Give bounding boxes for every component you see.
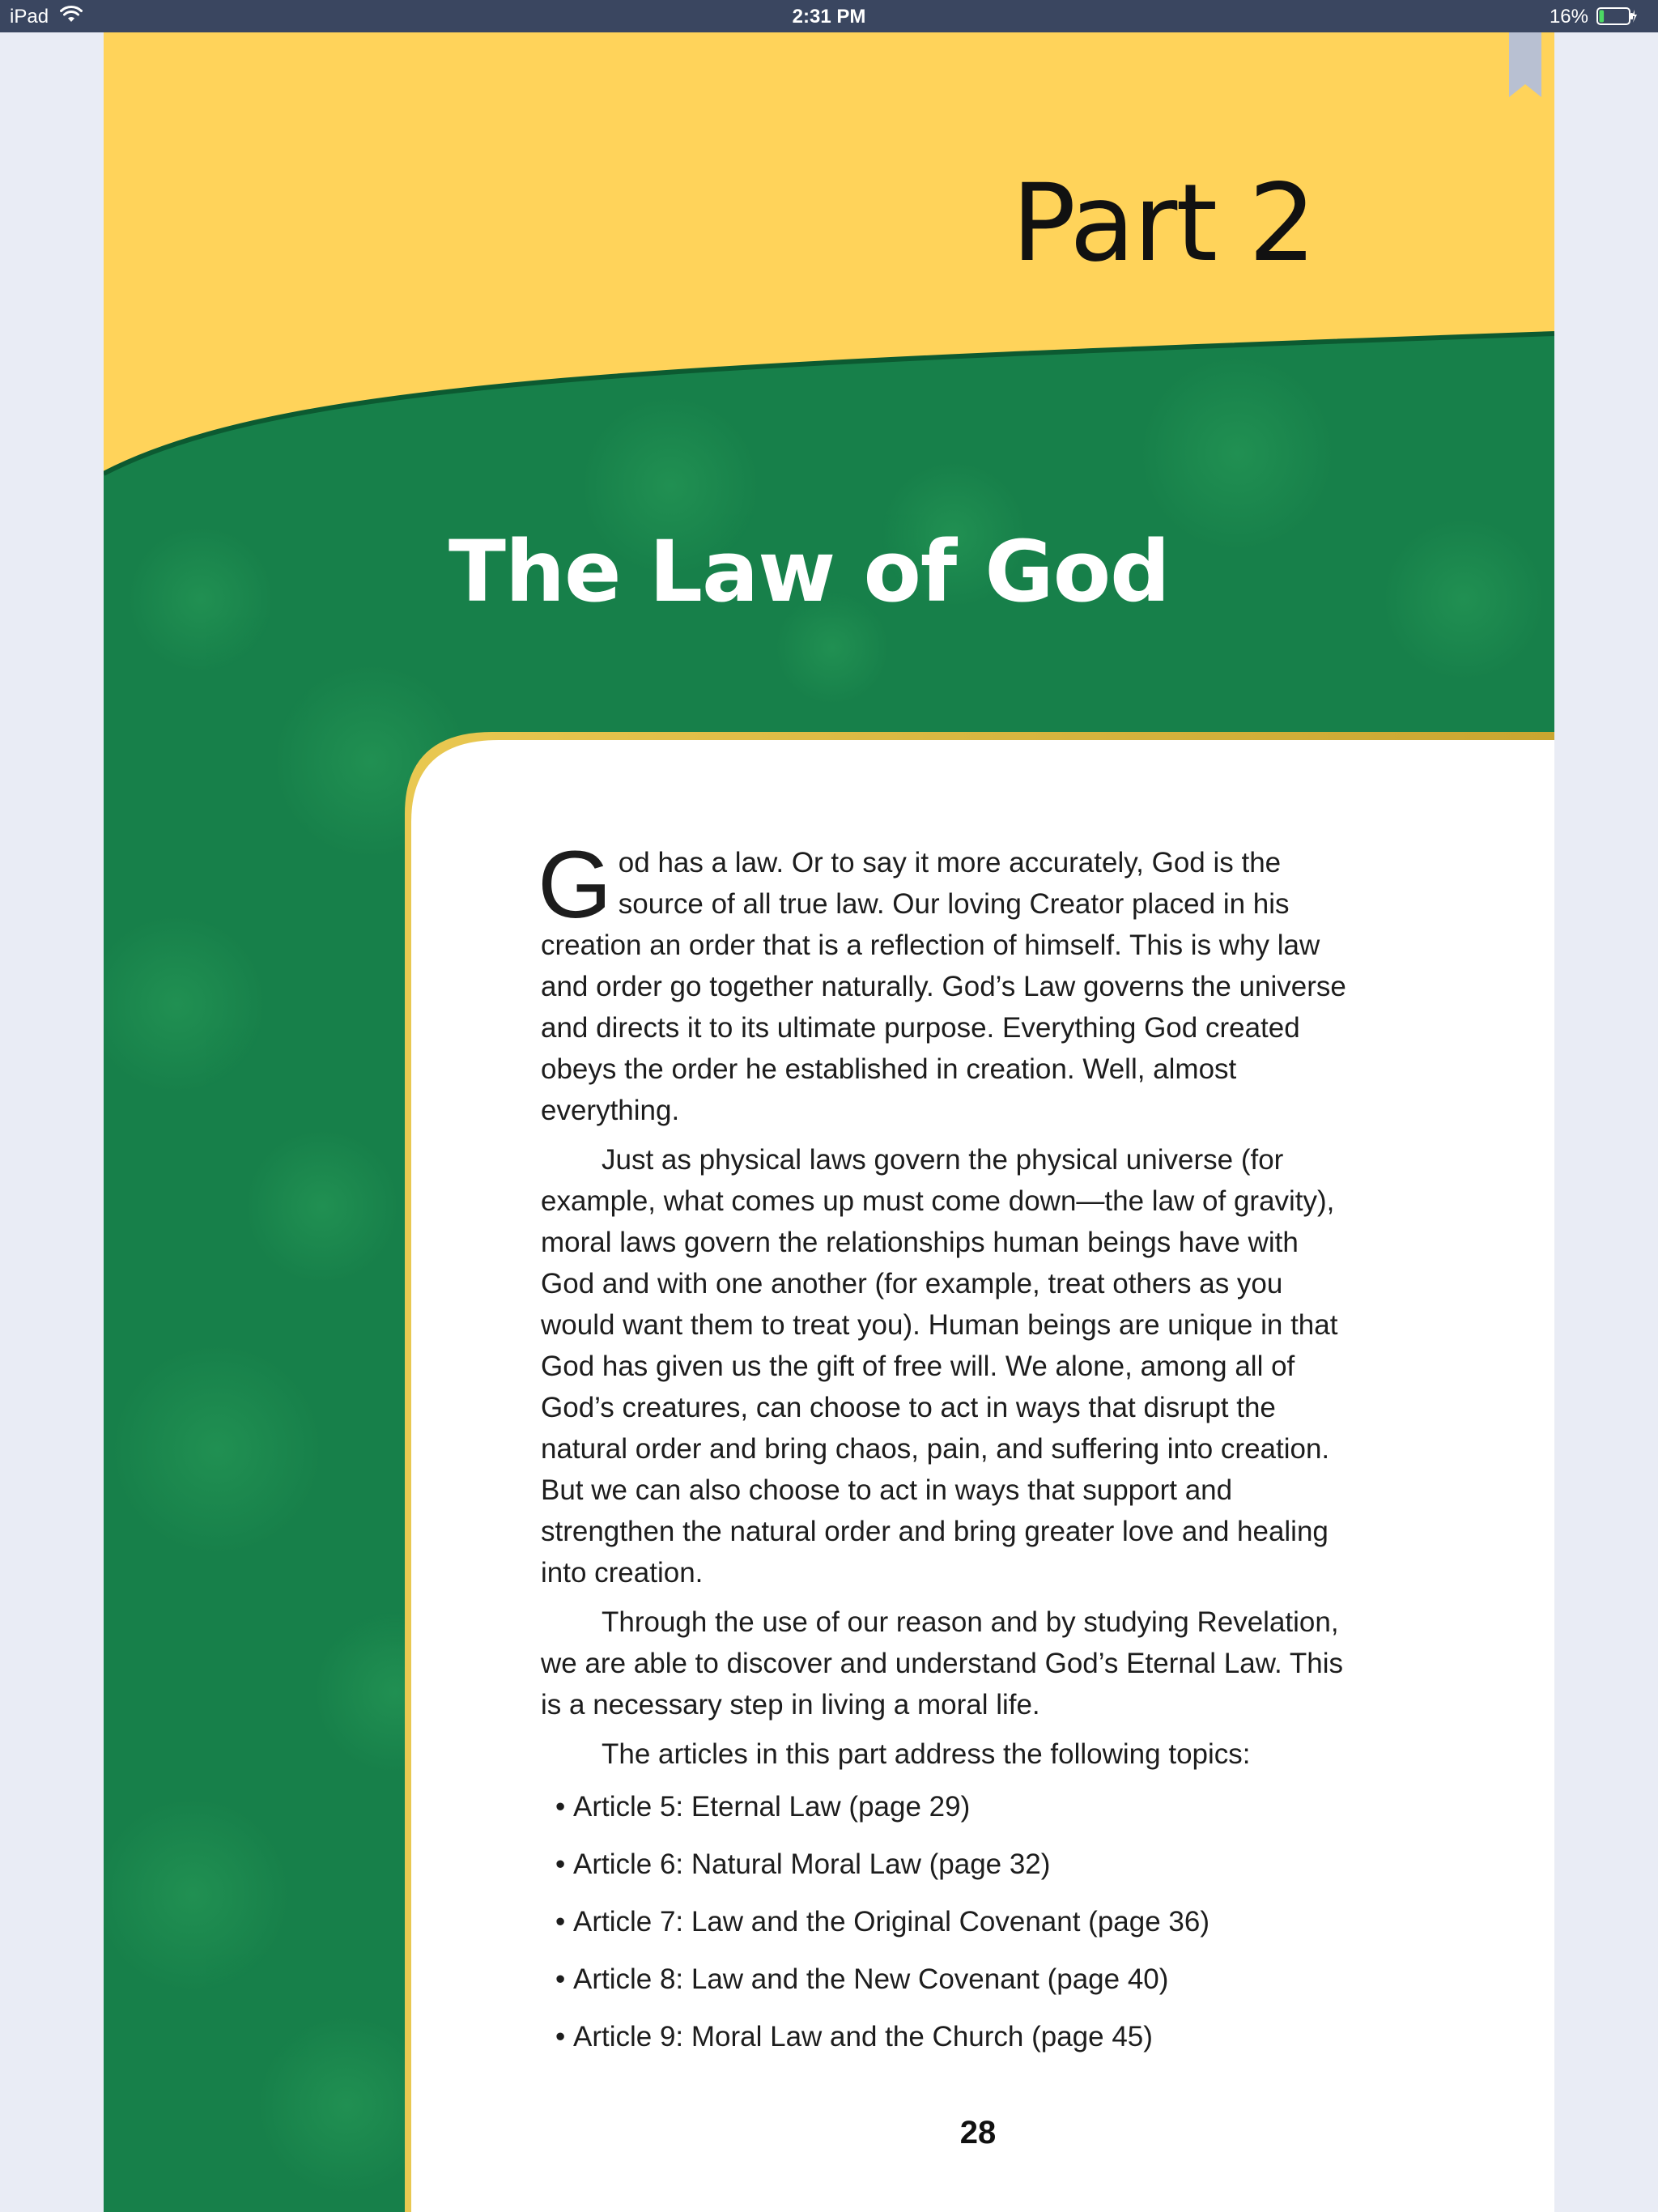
topic-text: Article 6: Natural Moral Law (page 32) bbox=[573, 1848, 1051, 1880]
paragraph-2: Just as physical laws govern the physical universe (for example, what comes up must come down—the law of gravity), moral laws govern the relationships human beings have with God and with one another (for example, treat others as you would want them to treat you). Human beings are unique in that God has given us the gift of free will. We alone, among all of God’s creatures, can choose to act in ways that disrupt the natural order and bring chaos, pain, and suffering into creation. But we can also choose to act in ways that support and strengthen the natural order and bring greater love and healing into creation. bbox=[541, 1144, 1338, 1589]
chapter-title: The Law of God bbox=[449, 522, 1170, 621]
bullet: • bbox=[555, 1791, 566, 1823]
paragraph-1-text: od has a law. Or to say it more accurately, God is the source of all true law. Our loving Creator placed in his creation an order that is a reflection of himself. This is why law and order go together naturally. God’s Law governs the universe and directs it to its ultimate purpose. Everything God created obeys the order he established in creation. Well, almost everything. bbox=[541, 847, 1346, 1126]
list-item bbox=[555, 1959, 1350, 2000]
drop-cap: G bbox=[538, 832, 612, 938]
part-label: Part 2 bbox=[1011, 161, 1315, 286]
list-item bbox=[555, 1844, 1350, 1885]
bookmark-ribbon-icon[interactable] bbox=[1509, 32, 1541, 97]
topic-text: Article 9: Moral Law and the Church (page 45) bbox=[573, 2021, 1153, 2052]
list-item bbox=[555, 1901, 1350, 1942]
bullet: • bbox=[555, 1963, 566, 1995]
battery-icon bbox=[1596, 7, 1637, 25]
topic-text: Article 8: Law and the New Covenant (page 40) bbox=[573, 1963, 1169, 1995]
status-bar bbox=[0, 0, 1658, 32]
device-name: iPad bbox=[10, 6, 49, 28]
book-page bbox=[104, 32, 1554, 2212]
bullet: • bbox=[555, 2021, 566, 2052]
topics-list bbox=[541, 1786, 1350, 2057]
body-text bbox=[538, 832, 1350, 2074]
paragraph-4: The articles in this part address the following topics: bbox=[602, 1738, 1251, 1770]
status-time: 2:31 PM bbox=[792, 6, 866, 28]
list-item bbox=[555, 2016, 1350, 2057]
paragraph-intro bbox=[538, 832, 1350, 1131]
topic-text: Article 5: Eternal Law (page 29) bbox=[573, 1791, 971, 1823]
battery-level-fill bbox=[1600, 11, 1605, 23]
topic-text: Article 7: Law and the Original Covenant (page 36) bbox=[573, 1906, 1210, 1938]
page-number: 28 bbox=[959, 2115, 997, 2150]
bullet: • bbox=[555, 1848, 566, 1880]
paragraph-3: Through the use of our reason and by studying Revelation, we are able to discover and understand God’s Eternal Law. This is a necessary step in living a moral life. bbox=[541, 1606, 1343, 1721]
list-item bbox=[555, 1786, 1350, 1827]
bullet: • bbox=[555, 1906, 566, 1938]
battery-percentage: 16% bbox=[1549, 6, 1588, 28]
